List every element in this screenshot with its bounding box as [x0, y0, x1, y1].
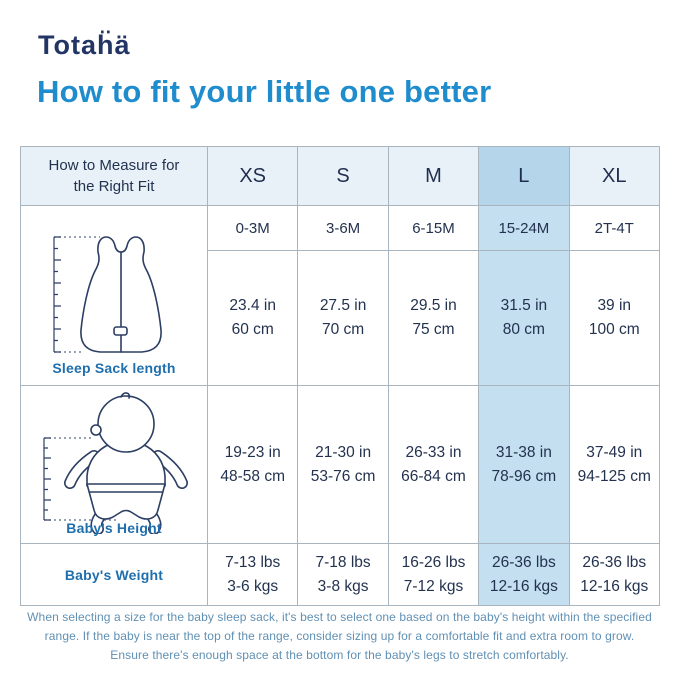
- value-lbs: 7-18 lbs: [315, 553, 371, 571]
- value-cm: 66-84 cm: [401, 467, 466, 485]
- value-cm: 53-76 cm: [310, 467, 376, 485]
- baby-weight-xs: [208, 544, 298, 606]
- baby-weight-l-highlighted: [479, 544, 569, 606]
- size-header-s: S: [298, 147, 388, 206]
- value-cm: 100 cm: [588, 321, 640, 338]
- value-cm: 78-96 cm: [491, 467, 557, 485]
- value-in: 39 in: [597, 297, 632, 314]
- value-in: 26-33 in: [405, 443, 462, 461]
- sleep-sack-measure-cell: [21, 206, 208, 386]
- sleep-sack-illustration: [38, 230, 190, 362]
- sack-length-s: [298, 251, 388, 386]
- value-in: 31.5 in: [500, 297, 548, 314]
- zipper-pull: [114, 327, 127, 335]
- sack-length-row-label: Sleep Sack length: [52, 360, 176, 376]
- note-line-3: Ensure there's enough space at the bottom for the baby's legs to stretch comfortably.: [110, 648, 569, 662]
- diaper: [87, 484, 165, 519]
- value-lbs: 26-36 lbs: [491, 553, 556, 571]
- value-kgs: 7-12 kgs: [403, 577, 464, 595]
- value-kgs: 12-16 kgs: [580, 577, 649, 595]
- page-title: How to fit your little one better: [37, 74, 492, 109]
- note-line-1: When selecting a size for the baby sleep sack, it's best to select one based on the baby's height within the specified: [27, 610, 652, 624]
- value-in: 31-38 in: [495, 443, 552, 461]
- value-cm: 94-125 cm: [577, 467, 651, 485]
- baby-height-xs: [208, 386, 298, 544]
- sack-length-m: [389, 251, 479, 386]
- age-m: 6-15M: [389, 206, 479, 251]
- value-kgs: 3-8 kgs: [317, 577, 369, 595]
- baby-weight-s: [298, 544, 388, 606]
- baby-height-row-label: Baby's Height: [66, 520, 162, 536]
- value-kgs: 3-6 kgs: [227, 577, 279, 595]
- note-line-2: range. If the baby is near the top of the range, consider sizing up for a comfortable fit and extra room to grow.: [44, 629, 635, 643]
- value-lbs: 16-26 lbs: [401, 553, 466, 571]
- size-header-xs: XS: [208, 147, 298, 206]
- value-kgs: 12-16 kgs: [489, 577, 558, 595]
- value-cm: 75 cm: [412, 321, 455, 338]
- baby-illustration: [30, 392, 198, 534]
- age-xs: 0-3M: [208, 206, 298, 251]
- value-in: 27.5 in: [319, 297, 367, 314]
- value-in: 29.5 in: [410, 297, 457, 314]
- sizing-advice-note: [0, 608, 679, 665]
- corner-header: [21, 147, 208, 206]
- sack-length-xl: [570, 251, 660, 386]
- baby-height-l-highlighted: [479, 386, 569, 544]
- size-header-l-highlighted: L: [479, 147, 569, 206]
- value-cm: 48-58 cm: [220, 467, 285, 485]
- age-xl: 2T-4T: [570, 206, 660, 251]
- value-in: 23.4 in: [229, 297, 276, 314]
- baby-ear: [91, 425, 101, 435]
- age-l-highlighted: 15-24M: [479, 206, 569, 251]
- size-header-m: M: [389, 147, 479, 206]
- baby-weight-row-label: Baby's Weight: [64, 566, 164, 583]
- baby-head: [98, 396, 154, 452]
- baby-height-s: [298, 386, 388, 544]
- baby-outline: [70, 393, 182, 529]
- baby-weight-m: [389, 544, 479, 606]
- corner-header-line2: the Right Fit: [73, 178, 155, 195]
- size-header-xl: XL: [570, 147, 660, 206]
- baby-weight-measure-cell: [21, 544, 208, 606]
- baby-weight-xl: [570, 544, 660, 606]
- value-cm: 80 cm: [502, 321, 545, 338]
- sleep-sack-outline: [81, 237, 161, 352]
- size-chart-table: [20, 146, 660, 606]
- value-in: 37-49 in: [586, 443, 643, 461]
- value-lbs: 7-13 lbs: [225, 553, 281, 571]
- value-in: 19-23 in: [224, 443, 281, 461]
- baby-height-measure-cell: [21, 386, 208, 544]
- corner-header-line1: How to Measure for: [48, 157, 180, 174]
- sack-length-l-highlighted: [479, 251, 569, 386]
- brand-logo: Totaḧä: [38, 30, 131, 60]
- sack-length-xs: [208, 251, 298, 386]
- value-cm: 70 cm: [321, 321, 365, 338]
- value-cm: 60 cm: [231, 321, 274, 338]
- age-s: 3-6M: [298, 206, 388, 251]
- baby-height-m: [389, 386, 479, 544]
- value-lbs: 26-36 lbs: [582, 553, 647, 571]
- baby-height-xl: [570, 386, 660, 544]
- value-in: 21-30 in: [315, 443, 372, 461]
